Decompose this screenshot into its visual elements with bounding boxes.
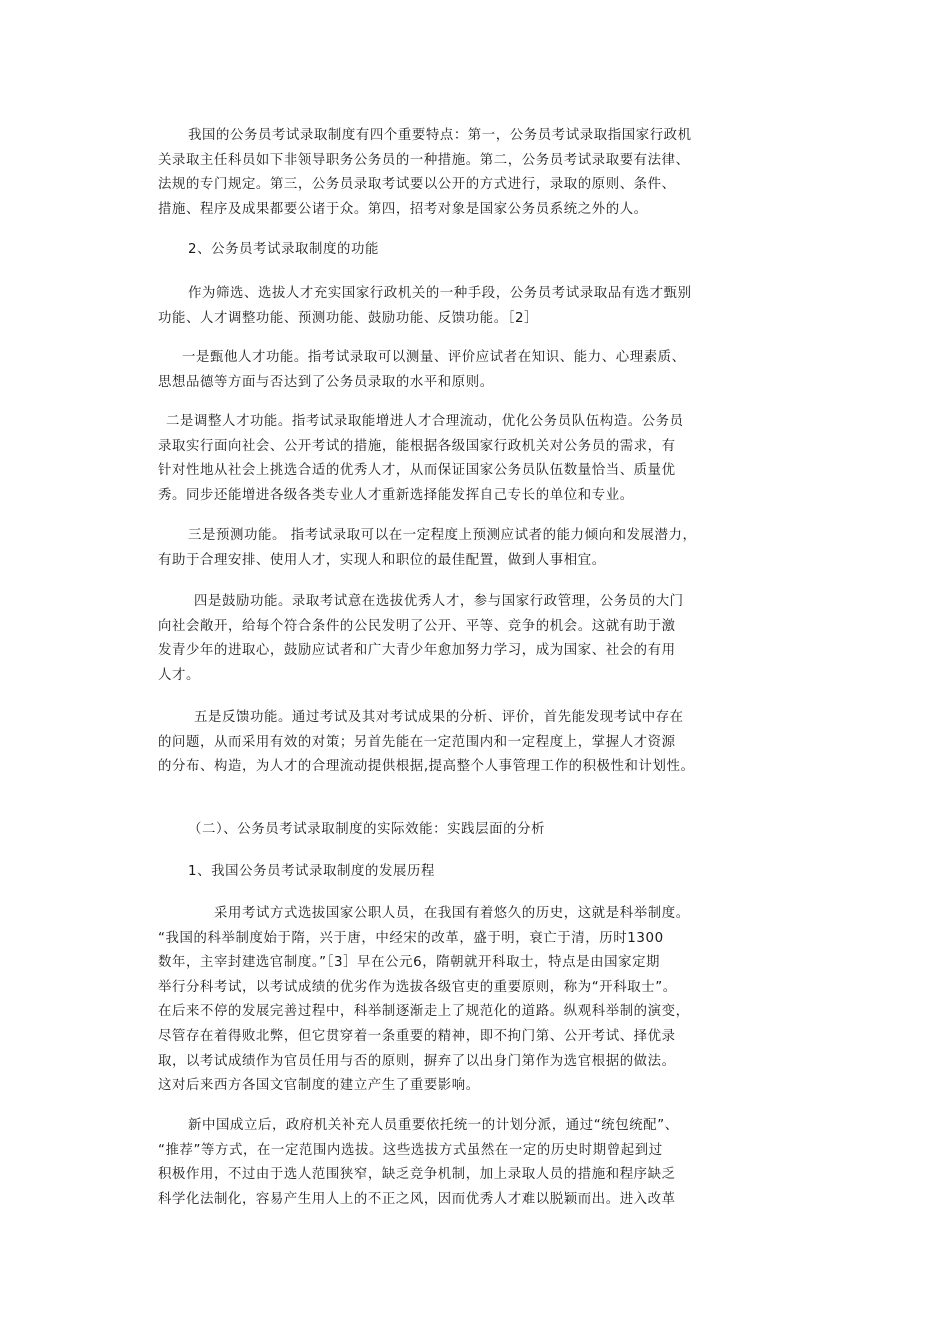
text-line: 法规的专门规定。第三，公务员录取考试要以公开的方式进行，录取的原则、条件、 (158, 177, 676, 193)
text-line: 这对后来西方各国文官制度的建立产生了重要影响。 (158, 1078, 480, 1094)
text-line: 科学化法制化，容易产生用人上的不正之风，因而优秀人才难以脱颖而出。进入改革 (158, 1191, 676, 1207)
text-line: 向社会敞开，给每个符合条件的公民发明了公开、平等、竞争的机会。这就有助于激 (158, 618, 676, 634)
section-heading-effectiveness (158, 818, 790, 843)
text-line: 我国的公务员考试录取制度有四个重要特点：第一，公务员考试录取指国家行政机 (188, 128, 692, 143)
text-line: 发青少年的进取心，鼓励应试者和广大青少年愈加努力学习，成为国家、社会的有用 (158, 643, 676, 659)
text-line: 数年，主宰封建选官制度。”［3］早在公元6，隋朝就开科取士，特点是由国家定期 (158, 955, 661, 971)
paragraph-imperial-exam (158, 902, 790, 1099)
text-line: 三是预测功能。 指考试录取可以在一定程度上预测应试者的能力倾向和发展潜力， (188, 528, 697, 543)
heading-text: （二）、公务员考试录取制度的实际效能：实践层面的分析 (188, 822, 546, 837)
text-line: 四是鼓励功能。录取考试意在选拔优秀人才，参与国家行政管理，公务员的大门 (194, 594, 684, 609)
text-line: 积极作用，不过由于选人范围狭窄，缺乏竞争机制，加上录取人员的措施和程序缺乏 (158, 1167, 676, 1183)
text-line: 新中国成立后，政府机关补充人员重要依托统一的计划分派，通过“统包统配”、 (188, 1118, 679, 1133)
paragraph-function-one (158, 346, 790, 395)
text-line: 人才。 (158, 667, 200, 683)
text-line: 关录取主任科员如下非领导职务公务员的一种措施。第二，公务员考试录取要有法律、 (158, 152, 690, 168)
text-line: 录取实行面向社会、公开考试的措施，能根据各级国家行政机关对公务员的需求，有 (158, 438, 676, 454)
text-line: 功能、人才调整功能、预测功能、鼓励功能、反馈功能。［2］ (158, 310, 539, 326)
text-line: 的分布、构造，为人才的合理流动提供根据,提高整个人事管理工作的积极性和计划性。 (158, 759, 695, 775)
text-line: 举行分科考试，以考试成绩的优劣作为选拔各级官吏的重要原则，称为“开科取士”。 (158, 979, 677, 995)
paragraph-function-two (158, 410, 790, 508)
section-heading-functions (158, 238, 790, 263)
paragraph-function-five (158, 706, 790, 780)
text-line: 尽管存在着得败北弊，但它贯穿着一条重要的精神，即不拘门第、公开考试、择优录 (158, 1028, 676, 1044)
text-line: “我国的科举制度始于隋，兴于唐，中经宋的改革，盛于明，衰亡于清，历时1300 (158, 930, 664, 946)
text-line: 思想品德等方面与否达到了公务员录取的水平和原则。 (158, 374, 494, 390)
text-line: 秀。同步还能增进各级各类专业人才重新选择能发挥自己专长的单位和专业。 (158, 487, 634, 503)
paragraph-function-three (158, 524, 790, 573)
text-line: 针对性地从社会上挑选合适的优秀人才，从而保证国家公务员队伍数量恰当、质量优 (158, 463, 676, 479)
text-line: 采用考试方式选拔国家公职人员，在我国有着悠久的历史，这就是科举制度。 (214, 906, 690, 921)
text-line: 在后来不停的发展完善过程中，科举制逐渐走上了规范化的道路。纵观科举制的演变， (158, 1004, 690, 1020)
heading-text: 1、我国公务员考试录取制度的发展历程 (188, 864, 435, 879)
text-line: 一是甄他人才功能。指考试录取可以测量、评价应试者在知识、能力、心理素质、 (182, 350, 686, 365)
text-line: 的问题，从而采用有效的对策；另首先能在一定范围内和一定程度上，掌握人才资源 (158, 734, 676, 750)
text-line: 五是反馈功能。通过考试及其对考试成果的分析、评价，首先能发现考试中存在 (194, 710, 684, 725)
text-line: 措施、程序及成果都要公诸于众。第四，招考对象是国家公务员系统之外的人。 (158, 201, 648, 217)
paragraph-new-china (158, 1114, 790, 1212)
paragraph-features (158, 124, 790, 222)
section-heading-history (158, 860, 790, 885)
paragraph-function-four (158, 590, 790, 688)
paragraph-functions-intro (158, 282, 790, 331)
text-line: 作为筛选、选拔人才充实国家行政机关的一种手段，公务员考试录取品有选才甄别 (188, 286, 692, 301)
text-line: 有助于合理安排、使用人才，实现人和职位的最佳配置，做到人事相宜。 (158, 552, 606, 568)
text-line: “推荐”等方式，在一定范围内选拔。这些选拔方式虽然在一定的历史时期曾起到过 (158, 1142, 663, 1158)
text-line: 二是调整人才功能。指考试录取能增进人才合理流动，优化公务员队伍构造。公务员 (166, 414, 684, 429)
text-line: 取，以考试成绩作为官员任用与否的原则，摒弃了以出身门第作为选官根据的做法。 (158, 1053, 676, 1069)
heading-text: 2、公务员考试录取制度的功能 (188, 242, 379, 257)
